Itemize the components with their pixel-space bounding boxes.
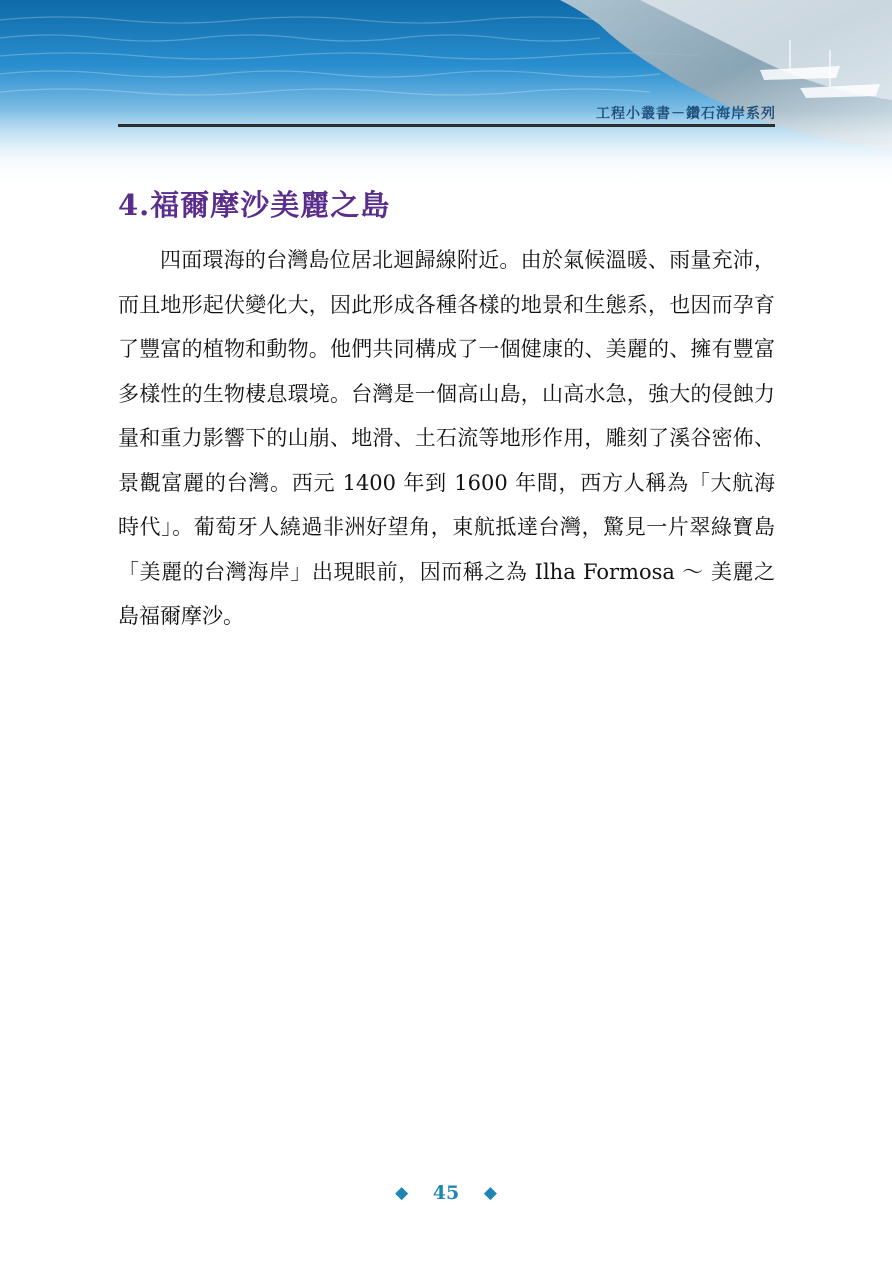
body-paragraph: 四面環海的台灣島位居北迴歸線附近。由於氣候溫暖、雨量充沛，而且地形起伏變化大，因此形成各種各樣的地景和生態系，也因而孕育了豐富的植物和動物。他們共同構成了一個健康的、美麗的、擁有豐富多樣性的生物棲息環境。台灣是一個高山島，山高水急，強大的侵蝕力量和重力影響下的山崩、地滑、土石流等地形作用，雕刻了溪谷密佈、景觀富麗的台灣。西元 1400 年到 1600 年間，西方人稱為「大航海時代」。葡萄牙人繞過非洲好望角，東航抵達台灣，驚見一片翠綠寶島「美麗的台灣海岸」出現眼前，因而稱之為 Ilha Formosa ～ 美麗之島福爾摩沙。 — [118, 248, 775, 628]
section-title: 4.福爾摩沙美麗之島 — [118, 188, 391, 222]
series-title: 工程小叢書－鑽石海岸系列 — [596, 106, 776, 122]
page-footer — [0, 1182, 892, 1204]
sea-banner-image — [0, 0, 892, 190]
header-divider — [118, 124, 775, 127]
diamond-right-icon: ◆ — [483, 1183, 497, 1203]
page-number: 45 — [432, 1182, 460, 1204]
diamond-left-icon: ◆ — [395, 1183, 409, 1203]
